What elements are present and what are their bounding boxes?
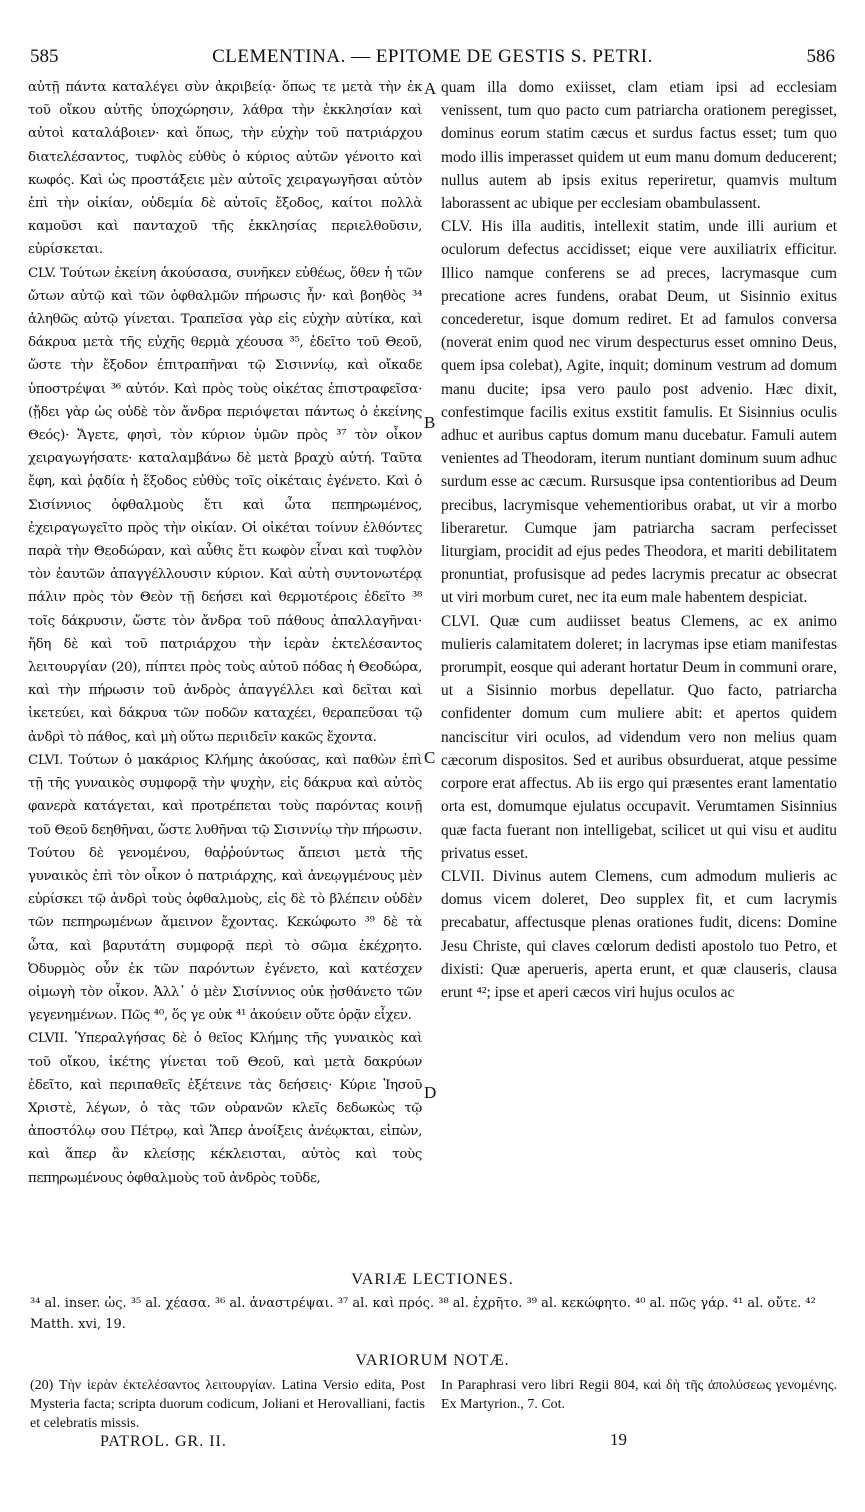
latin-paragraph-clvi: CLVI. Quæ cum audiisset beatus Clemens, ac ex animo mulieris calamitatem doleret; in lacrymas ipse etiam manifestas prorumpit, eosque qui aderant hortatur Deum in communi orare, ut a Sisinnio morbus depellatur. Quo facto, patriarcha confidenter domum cum muliere abit: et apertos quidem nanciscitur viri oculos, ad videndum vero non melius quam cæcorum dispositos. Sed et auribus obsurduerat, atque pessime corpore erat affectus. Ab iis ergo qui præsentes erant lamentatio orta est, domumque ejulatus occupavit. Verumtamen Sisinnius quæ facta fuerant non intelligebat, scilicet ut qui visu et auditu privatus esset. [441,612,837,862]
section-marker-d: D [424,1083,437,1102]
section-marker-b: B [424,413,436,432]
latin-column [441,76,837,1004]
footer-series: PATROL. GR. II. [100,1433,227,1450]
greek-paragraph: αὐτῇ πάντα καταλέγει σὺν ἀκριβείᾳ· ὅπως τε μετὰ τὴν ἐκ τοῦ οἴκου αὐτῆς ὑποχώρησιν, λάθρα τὴν ἐκκλησίαν καὶ αὐτοὶ καταλάβοιεν· καὶ ὅπως, τὴν εὐχὴν τοῦ πατριάρχου διατελέσαντος, τυφλὸς εὐθὺς ὁ κύριος αὐτῶν γένοιτο καὶ κωφός. Καὶ ὡς προστάξειε μὲν αὐτοῖς χειραγωγῆσαι αὐτὸν ἐπὶ τὴν οἰκίαν, οὐδεμία δὲ αὐτοῖς ἔξοδος, καίτοι πολλὰ καμοῦσι καὶ πανταχοῦ τῆς ἐκκλησίας περιελθοῦσιν, εὑρίσκεται. [28,80,422,258]
page-number-left: 585 [30,46,59,67]
greek-paragraph-clvii: CLVII. Ὑπεραλγήσας δὲ ὁ θεῖος Κλήμης τῆς γυναικὸς καὶ τοῦ οἴκου, ἱκέτης γίνεται τοῦ Θεοῦ, καὶ μετὰ δακρύων ἐδεῖτο, καὶ περιπαθεῖς ἐξέτεινε τὰς δεήσεις· Κύριε Ἰησοῦ Χριστὲ, λέγων, ὁ τὰς τῶν οὐρανῶν κλεῖς δεδωκὼς τῷ ἀποστόλῳ σου Πέτρῳ, καὶ Ἅπερ ἀνοίξεις ἀνέῳκται, εἰπὼν, καὶ ἅπερ ἂν κλείσῃς κέκλεισται, αὐτὸς καὶ τοὺς πεπηρωμένους ὀφθαλμοὺς τοῦ ἀνδρὸς τοῦδε, [28,1031,422,1186]
running-title: CLEMENTINA. — EPITOME DE GESTIS S. PETRI. [212,46,653,67]
latin-paragraph: quam illa domo exiisset, clam etiam ipsi ad ecclesiam venissent, tum quo pacto cum patriarcha orationem peregisset, dominus eorum statim cæcus et surdus factus esset; tum quo modo illis imperasset quidem ut eum manu domum deducerent; nullus autem ab ipsis exitus reperiretur, quamvis multum laborassent ac ubique per ecclesiam obambulassent. [441,79,837,213]
greek-column [28,76,422,1190]
greek-paragraph-clv: CLV. Τούτων ἐκείνη ἀκούσασα, συνῆκεν εὐθέως, ὅθεν ἡ τῶν ὤτων αὐτῷ καὶ τῶν ὀφθαλμῶν πήρωσις ἦν· καὶ βοηθὸς ³⁴ ἀληθῶς αὐτῷ γίνεται. Τραπεῖσα γὰρ εἰς εὐχὴν αὐτίκα, καὶ δάκρυα μετὰ τῆς εὐχῆς θερμὰ χέουσα ³⁵, ἐδεῖτο τοῦ Θεοῦ, ὥστε τὴν ἔξοδον ἐπιτραπῆναι τῷ Σισιννίῳ, καὶ οἴκαδε ὑποστρέψαι ³⁶ αὐτόν. Καὶ πρὸς τοὺς οἰκέτας ἐπιστραφεῖσα· (ᾔδει γὰρ ὡς οὐδὲ τὸν ἄνδρα περιόψεται πάντως ὁ ἐκείνης Θεός)· Ἄγετε, φησὶ, τὸν κύριον ὑμῶν πρὸς ³⁷ τὸν οἶκον χειραγωγήσατε· καταλαμβάνω δὲ μετὰ βραχὺ αὐτή. Ταῦτα ἔφη, καὶ ῥᾳδία ἡ ἔξοδος εὐθὺς τοῖς οἰκέταις ἐγένετο. Καὶ ὁ Σισίννιος ὀφθαλμοὺς ἔτι καὶ ὦτα πεπηρωμένος, ἐχειραγωγεῖτο πρὸς τὴν οἰκίαν. Οἱ οἰκέται τοίνυν ἐλθόντες παρὰ τὴν Θεοδώραν, καὶ αὖθις ἔτι κωφὸν εἶναι καὶ τυφλὸν τὸν ἑαυτῶν ἀπαγγέλλουσιν κύριον. Καὶ αὐτὴ συντονωτέρᾳ πάλιν πρὸς τὸν Θεὸν τῇ δεήσει καὶ θερμοτέροις ἐδεῖτο ³⁸ τοῖς δάκρυσιν, ὥστε τὸν ἄνδρα τοῦ πάθους ἀπαλλαγῆναι· ἤδη δὲ καὶ τοῦ πατριάρχου τὴν ἱερὰν ἐκτελέσαντος λειτουργίαν (20), πίπτει πρὸς τοὺς αὐτοῦ πόδας ἡ Θεοδώρα, καὶ τὴν πήρωσιν τοῦ ἀνδρὸς ἀπαγγέλλει καὶ δεῖται καὶ ἱκετεύει, καὶ δάκρυα τῶν ποδῶν καταχέει, θεραπεῦσαι τῷ ἀνδρὶ τὸ πάθος, καὶ μὴ οὕτω περιιδεῖν κακῶς ἔχοντα. [28,265,422,745]
variae-lectiones-title: VARIÆ LECTIONES. [351,1271,514,1288]
latin-paragraph-clv: CLV. His illa auditis, intellexit statim, unde illi aurium et oculorum defectus accidisset; eique vere auxiliatrix efficitur. Illico namque conferens se ad preces, lacrymasque cum precatione acres fundens, orabat Deum, ut Sisinnio exitus concederetur, isque domum rediret. Et ad famulos conversa (noverat enim quod nec virum despecturus esset omnino Deus, quem ipsa colebat), Agite, inquit; dominum vestrum ad domum manu ducite; ipsa vero paulo post advenio. Hæc dixit, confestimque facilis exitus exstitit famulis. Et Sisinnius oculis adhuc et auribus captus domum manu ducebatur. Famuli autem venientes ad Theodoram, iterum nuntiant dominum suum adhuc surdum esse ac cæcum. Rursusque ipsa contentioribus ad Deum precibus, lacrymisque vehementioribus orabat, ut vir a morbo liberaretur. Cumque jam patriarcha sacram perfecisset liturgiam, procidit ad ejus pedes Theodora, et mariti debilitatem pronuntiat, profusisque ad pedes lacrymis precatur ac obsecrat ut viri morbum curet, nec ita eum male habentem despiciat. [441,218,837,607]
variae-lectiones-body: ³⁴ al. inser. ὡς. ³⁵ al. χέασα. ³⁶ al. ἀναστρέψαι. ³⁷ al. καὶ πρός. ³⁸ al. ἐχρῆτο. ³⁹ al. κεκώφητο. ⁴⁰ al. πῶς γάρ. ⁴¹ al. οὔτε. ⁴² Matth. xvi, 19. [30,1296,816,1332]
variorum-note-right: In Paraphrasi vero libri Regii 804, καὶ δὴ τῆς ἀπολύσεως γενομένης. Ex Martyrion., 7. Cot. [441,1378,837,1412]
variorum-note-left: (20) Τὴν ἱερὰν ἐκτελέσαντος λειτουργίαν. Latina Versio edita, Post Mysteria facta; scripta duorum codicum, Joliani et Herovalliani, factis et celebratis missis. [30,1378,425,1431]
greek-paragraph-clvi: CLVI. Τούτων ὁ μακάριος Κλήμης ἀκούσας, καὶ παθὼν ἐπὶ τῇ τῆς γυναικὸς συμφορᾷ τὴν ψυχὴν, εἰς δάκρυα καὶ αὐτὸς φανερὰ κατάγεται, καὶ προτρέπεται τοὺς παρόντας κοινῇ τοῦ Θεοῦ δεηθῆναι, ὥστε λυθῆναι τῷ Σισιννίῳ τὴν πήρωσιν. Τούτου δὲ γενομένου, θαῤῥούντως ἄπεισι μετὰ τῆς γυναικὸς ἐπὶ τὸν οἶκον ὁ πατριάρχης, καὶ ἀνεῳγμένους μὲν εὑρίσκει τῷ ἀνδρὶ τοὺς ὀφθαλμοὺς, εἰς δὲ τὸ βλέπειν οὐδὲν τῶν πεπηρωμένων ἄμεινον ἔχοντας. Κεκώφωτο ³⁹ δὲ τὰ ὦτα, καὶ βαρυτάτη συμφορᾷ περὶ τὸ σῶμα ἐκέχρητο. Ὀδυρμὸς οὖν ἐκ τῶν παρόντων ἐγένετο, καὶ κατέσχεν οἰμωγὴ τὸν οἶκον. Ἀλλ᾽ ὁ μὲν Σισίννιος οὐκ ᾐσθάνετο τῶν γεγενημένων. Πῶς ⁴⁰, ὅς γε οὐκ ⁴¹ ἀκούειν οὔτε ὁρᾷν εἶχεν. [28,752,422,1024]
section-marker-a: A [424,79,437,98]
footer-signature: 19 [610,1430,627,1449]
page-number-right: 586 [806,46,835,67]
section-marker-c: C [424,748,436,767]
running-header [30,46,835,72]
latin-paragraph-clvii: CLVII. Divinus autem Clemens, cum admodum mulieris ac domus vicem doleret, Deo supplex fit, et cum lacrymis precabatur, affectusque plenas orationes fudit, dicens: Domine Jesu Christe, qui claves cœlorum dedisti apostolo tuo Petro, et dixisti: Quæ aperueris, aperta erunt, et quæ clauseris, clausa erunt ⁴²; ipse et aperi cæcos viri hujus oculos ac [441,867,837,1001]
variorum-notae-title: VARIORUM NOTÆ. [355,1352,510,1369]
